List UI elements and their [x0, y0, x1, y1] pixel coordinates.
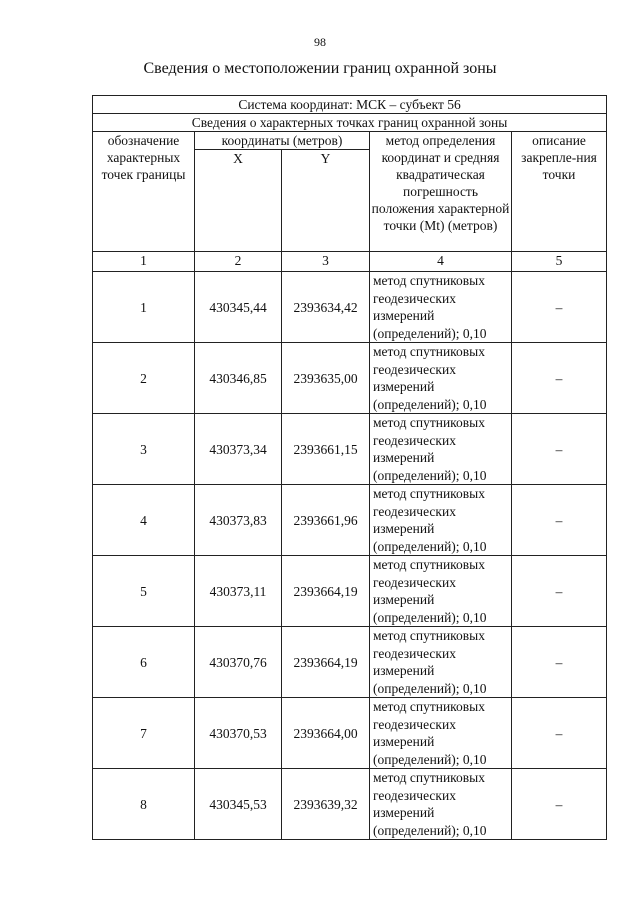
point-description: – [512, 698, 607, 769]
column-number: 4 [370, 252, 512, 272]
point-description: – [512, 556, 607, 627]
point-description: – [512, 485, 607, 556]
point-number: 2 [93, 343, 195, 414]
coordinate-y: 2393664,00 [282, 698, 370, 769]
coordinate-y: 2393635,00 [282, 343, 370, 414]
method-accuracy: метод спутниковых геодезических измерений (определений); 0,10 [370, 485, 512, 556]
point-number: 7 [93, 698, 195, 769]
coordinate-y: 2393664,19 [282, 627, 370, 698]
method-accuracy: метод спутниковых геодезических измерений (определений); 0,10 [370, 272, 512, 343]
coordinate-y: 2393661,15 [282, 414, 370, 485]
boundary-points-table [92, 95, 607, 840]
coordinate-x: 430373,83 [195, 485, 282, 556]
column-number-row [93, 252, 607, 272]
point-number: 1 [93, 272, 195, 343]
method-accuracy: метод спутниковых геодезических измерений (определений); 0,10 [370, 343, 512, 414]
coordinate-x: 430370,76 [195, 627, 282, 698]
header-y: Y [282, 150, 370, 252]
table-row [93, 698, 607, 769]
table-row [93, 272, 607, 343]
column-number: 3 [282, 252, 370, 272]
point-number: 4 [93, 485, 195, 556]
header-point-designation: обозначение характерных точек границы [93, 132, 195, 252]
document-title: Сведения о местоположении границ охранной зоны [143, 60, 497, 77]
table-row [93, 343, 607, 414]
table-row [93, 414, 607, 485]
method-accuracy: метод спутниковых геодезических измерений (определений); 0,10 [370, 627, 512, 698]
column-number: 2 [195, 252, 282, 272]
point-description: – [512, 343, 607, 414]
point-number: 5 [93, 556, 195, 627]
coordinate-y: 2393639,32 [282, 769, 370, 840]
table-row [93, 769, 607, 840]
header-description: описание закрепле-ния точки [512, 132, 607, 252]
coordinate-system-cell: Система координат: МСК – субъект 56 [93, 96, 607, 114]
coordinate-y: 2393634,42 [282, 272, 370, 343]
coordinate-x: 430370,53 [195, 698, 282, 769]
method-accuracy: метод спутниковых геодезических измерений (определений); 0,10 [370, 698, 512, 769]
coordinate-x: 430345,44 [195, 272, 282, 343]
column-number: 5 [512, 252, 607, 272]
coordinate-y: 2393661,96 [282, 485, 370, 556]
method-accuracy: метод спутниковых геодезических измерений (определений); 0,10 [370, 556, 512, 627]
header-method: метод определения координат и средняя квадратическая погрешность положения характерной точки (Mt) (метров) [370, 132, 512, 252]
point-number: 8 [93, 769, 195, 840]
coordinate-y: 2393664,19 [282, 556, 370, 627]
table-row [93, 556, 607, 627]
section-title-cell: Сведения о характерных точках границ охранной зоны [93, 114, 607, 132]
header-x: X [195, 150, 282, 252]
table-row [93, 627, 607, 698]
coordinate-x: 430346,85 [195, 343, 282, 414]
header-coordinates: координаты (метров) [195, 132, 370, 150]
method-accuracy: метод спутниковых геодезических измерений (определений); 0,10 [370, 414, 512, 485]
coordinate-x: 430345,53 [195, 769, 282, 840]
page-number: 98 [314, 35, 326, 49]
point-description: – [512, 769, 607, 840]
column-number: 1 [93, 252, 195, 272]
method-accuracy: метод спутниковых геодезических измерений (определений); 0,10 [370, 769, 512, 840]
point-description: – [512, 414, 607, 485]
coordinate-x: 430373,11 [195, 556, 282, 627]
point-number: 6 [93, 627, 195, 698]
point-number: 3 [93, 414, 195, 485]
table-row [93, 485, 607, 556]
point-description: – [512, 272, 607, 343]
point-description: – [512, 627, 607, 698]
coordinate-x: 430373,34 [195, 414, 282, 485]
